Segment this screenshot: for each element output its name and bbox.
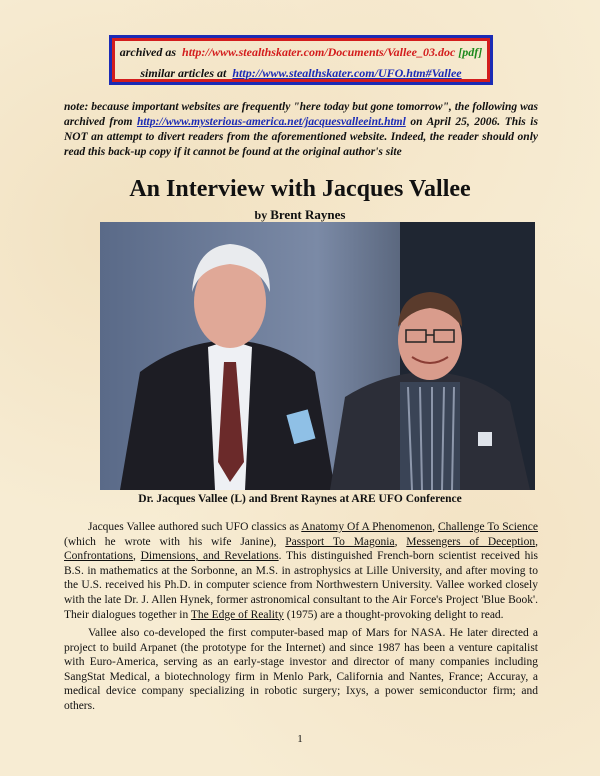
archived-as-line	[112, 45, 490, 60]
p1-text: ,	[394, 535, 407, 548]
archive-notice-box	[109, 35, 493, 85]
archived-as-label: archived as	[119, 45, 177, 59]
p1-text: (which he wrote with his wife Janine),	[64, 535, 286, 548]
p1-text: ,	[535, 535, 538, 548]
photo-illustration	[100, 222, 535, 490]
body-paragraph-2: Vallee also co-developed the first computer-based map of Mars for NASA. He later directed a project to build Arpanet (the prototype for the Internet) and since 1987 has been a venture capitalist with Euro-America, serving as an early-stage investor and director of many companies including SangStat Medical, a biotechnology firm in Menlo Park, California and Nantes, France; Accuray, a medical device company specializing in robotic surgery; Ixys, a power semiconductor firm; and others.	[64, 627, 538, 712]
p1-text: ,	[432, 521, 438, 533]
body-paragraph-1	[64, 520, 538, 622]
book-title: Dimensions, and Revelations	[140, 550, 279, 563]
similar-articles-label: similar articles at	[140, 66, 227, 80]
article-title: An Interview with Jacques Vallee	[129, 176, 471, 202]
book-title: Messengers of Deception	[406, 535, 536, 548]
archived-url-link[interactable]: http://www.stealthskater.com/Documents/Vallee_03.doc	[182, 45, 456, 59]
book-title: Confrontations	[64, 550, 133, 563]
p1-text: Jacques Vallee authored such UFO classics as	[88, 521, 302, 533]
byline	[0, 207, 600, 223]
conference-photo	[100, 222, 535, 490]
book-title: Challenge To Science	[437, 521, 538, 533]
original-source-link[interactable]: http://www.mysterious-america.net/jacquesvalleeint.html	[136, 116, 406, 128]
byline-by: by	[254, 208, 268, 222]
photo-caption: Dr. Jacques Vallee (L) and Brent Raynes at ARE UFO Conference	[138, 493, 462, 505]
book-title: Anatomy Of A Phenomenon	[301, 521, 433, 533]
p1-text: ,	[133, 550, 141, 563]
archive-note	[64, 100, 538, 160]
book-title: Passport To Magonia	[285, 535, 395, 548]
pdf-link[interactable]: [pdf]	[458, 45, 483, 59]
similar-articles-line	[112, 66, 490, 81]
note-prefix: note: because important websites are frequently "here today but gone tomorrow", the following was archived from	[64, 101, 538, 128]
author-name: Brent Raynes	[270, 207, 346, 222]
similar-articles-link[interactable]: http://www.stealthskater.com/UFO.htm#Vallee	[232, 66, 462, 80]
page-number: 1	[297, 733, 303, 745]
note-suffix: on April 25, 2006. This is NOT an attempt to divert readers from the aforementioned website. Indeed, the reader should only read this back-up copy if it cannot be found at the original author's site	[64, 116, 538, 158]
p1-text: (1975) are a thought-provoking delight to read.	[283, 608, 504, 621]
book-title: The Edge of Reality	[190, 608, 284, 621]
p1-text: . This distinguished French-born scientist received his B.S. in mathematics at the Sorbonne, an M.S. in astrophysics at Lille University, and after moving to the U.S. received his Ph.D. in computer science from Northwestern University. Vallee worked closely with the late Dr. J. Allen Hynek, former astronomical consultant to the Air Force's Project 'Blue Book'. Their dialogues together in	[64, 550, 539, 621]
